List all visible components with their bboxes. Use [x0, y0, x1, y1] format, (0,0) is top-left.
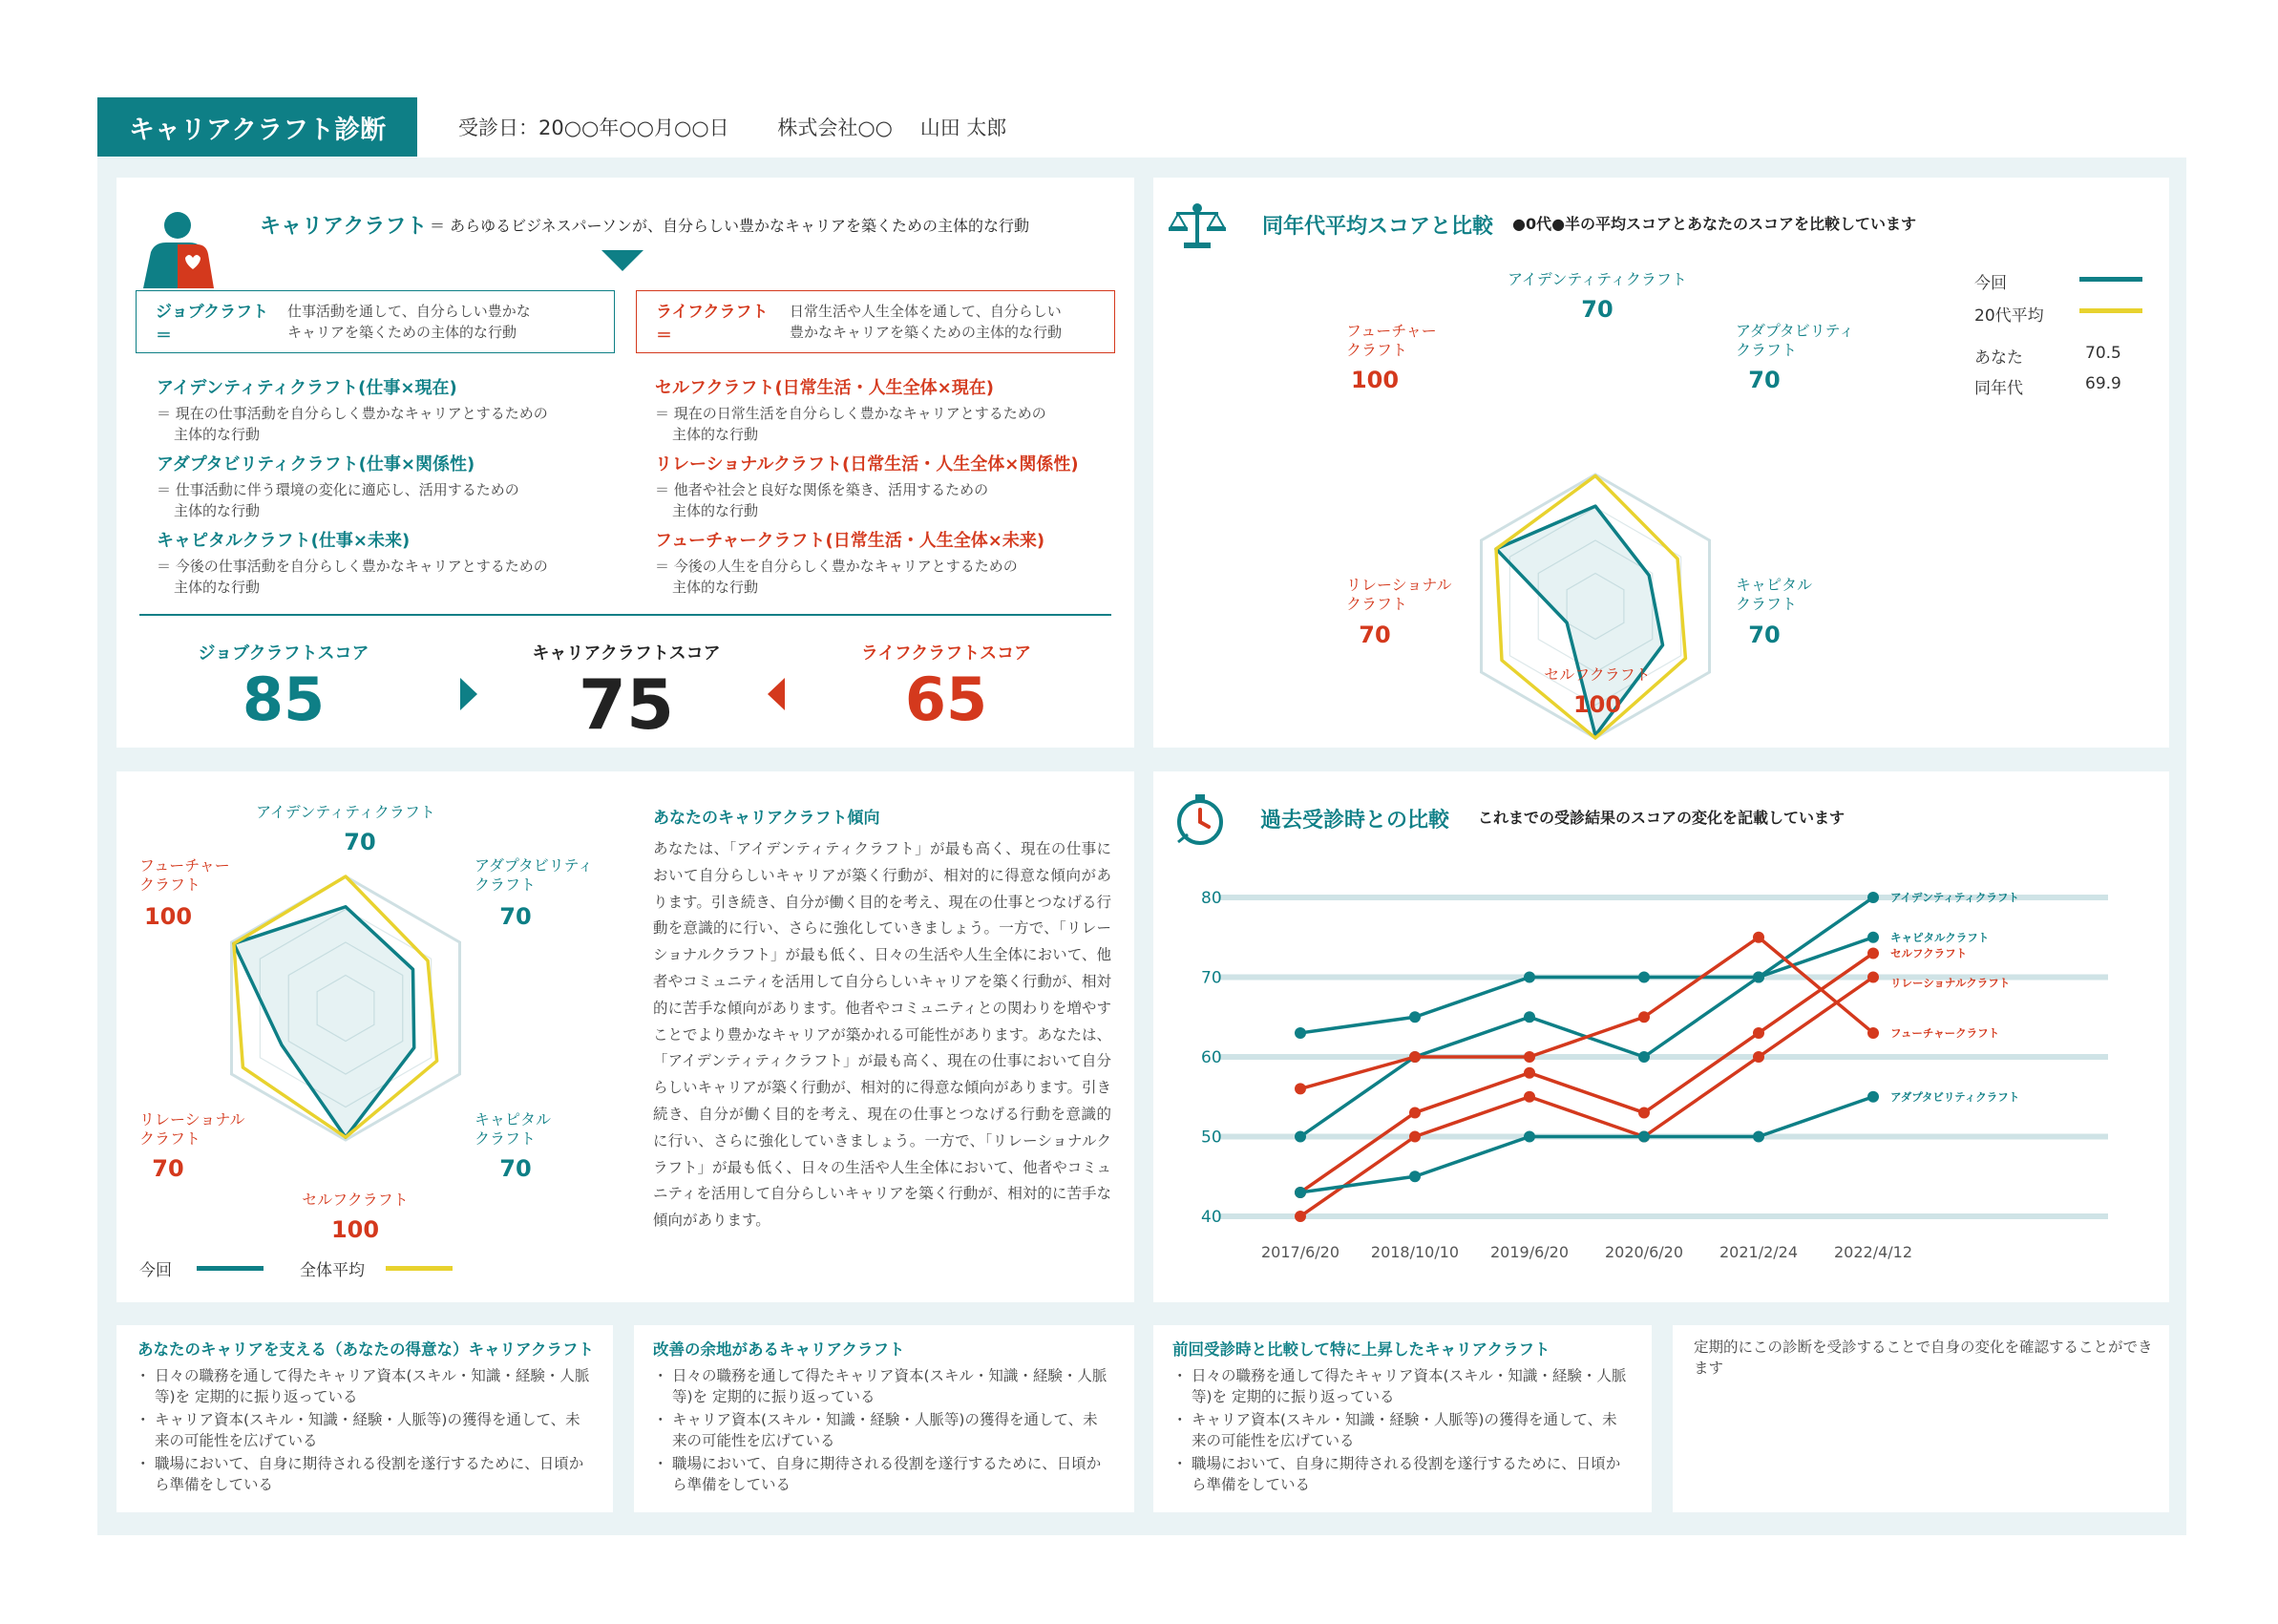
life-craft-desc [790, 301, 1062, 343]
list-item: ・ 職場において、自身に期待される役割を遂行するために、日頃から準備をしている [651, 1453, 1109, 1495]
person-heart-icon [137, 210, 223, 288]
list-item: ・ キャリア資本(スキル・知識・経験・人脈等)の獲得を通して、未来の可能性を広げている [651, 1409, 1109, 1451]
life-item-title: リレーショナルクラフト(日常生活・人生全体×関係性) [655, 454, 1079, 475]
radar-axis-label: クラフト [1736, 341, 1798, 359]
stat-you-value: 70.5 [2085, 344, 2121, 363]
job-craft-box [136, 290, 615, 353]
job-item [157, 374, 548, 451]
life-craft-label: ライフクラフト ＝ [656, 303, 769, 346]
radar-axis-label: クラフト [139, 1129, 201, 1148]
data-point [1524, 1051, 1535, 1063]
series-line [1300, 938, 1873, 1033]
legend-current-swatch [2079, 277, 2142, 282]
job-item-title: アダプタビリティクラフト(仕事×関係性) [157, 454, 475, 475]
list-item: ・ 職場において、自身に期待される役割を遂行するために、日頃から準備をしている [134, 1453, 592, 1495]
peer-compare-panel [1153, 178, 2169, 748]
radar-axis-label: アダプタビリティ [475, 856, 594, 875]
life-item-title: セルフクラフト(日常生活・人生全体×現在) [655, 378, 994, 398]
life-score-label: ライフクラフトスコア [860, 643, 1032, 664]
job-score-label: ジョブクラフトスコア [198, 643, 369, 664]
series-label: キャピタルクラフト [1890, 930, 1990, 944]
radar-axis-value: 70 [1748, 622, 1781, 648]
radar-axis-value: 70 [1748, 367, 1781, 393]
life-item-line2: 主体的な行動 [672, 502, 759, 519]
card-list [651, 1365, 1109, 1497]
radar-axis-value: 70 [499, 1155, 532, 1182]
data-point [1867, 1091, 1879, 1103]
radar-axis-label: キャピタル [1736, 576, 1813, 594]
x-tick-label: 2022/4/12 [1833, 1243, 1913, 1261]
past-compare-subtitle: これまでの受診結果のスコアの変化を記載しています [1478, 809, 1846, 827]
data-point [1867, 972, 1879, 983]
note-text: 定期的にこの診断を受診することで自身の変化を確認することができます [1694, 1339, 2153, 1377]
arrow-left-icon [768, 678, 785, 710]
job-score-value: 85 [242, 664, 326, 734]
data-point [1753, 1027, 1764, 1039]
radar-axis-label: フューチャー [1346, 322, 1437, 340]
list-item: ・ キャリア資本(スキル・知識・経験・人脈等)の獲得を通して、未来の可能性を広げている [134, 1409, 592, 1451]
data-point [1409, 1171, 1421, 1182]
job-craft-desc [287, 301, 531, 343]
card-list [134, 1365, 592, 1497]
series-label: フューチャークラフト [1890, 1025, 2000, 1040]
series-label: アイデンティティクラフト [1890, 891, 2019, 904]
card-title: あなたのキャリアを支える（あなたの得意な）キャリアクラフト [137, 1340, 595, 1359]
data-point [1409, 1051, 1421, 1063]
life-score-value: 65 [904, 664, 988, 734]
company-name: 株式会社○○ [777, 116, 894, 139]
career-score [521, 640, 731, 745]
peer-compare-radar [1153, 178, 1879, 748]
data-point [1867, 932, 1879, 943]
data-point [1524, 1011, 1535, 1023]
job-item-title: アイデンティティクラフト(仕事×現在) [157, 378, 457, 398]
data-point [1867, 947, 1879, 959]
radar-axis-label: クラフト [139, 875, 201, 894]
life-craft-list [655, 374, 1079, 603]
radar-axis-label: アイデンティティクラフト [1508, 270, 1687, 288]
radar-axis-value: 100 [1572, 691, 1622, 718]
radar-axis-label: セルフクラフト [302, 1191, 409, 1209]
list-item: ・ キャリア資本(スキル・知識・経験・人脈等)の獲得を通して、未来の可能性を広げている [1171, 1409, 1629, 1451]
series-label: リレーショナルクラフト [1890, 976, 2011, 990]
job-item-line1: ＝ 現在の仕事活動を自分らしく豊かなキャリアとするための [157, 405, 548, 422]
person-name: 山田 太郎 [919, 116, 1007, 139]
x-tick-label: 2020/6/20 [1604, 1243, 1684, 1261]
header-info [458, 113, 1048, 141]
data-point [1638, 1011, 1650, 1023]
data-point [1867, 1027, 1879, 1039]
data-point [1638, 1107, 1650, 1118]
tendency-panel [116, 771, 1134, 1302]
page-title: キャリアクラフト診断 [97, 97, 417, 157]
arrow-down-icon [601, 250, 643, 271]
data-point [1524, 1067, 1535, 1079]
data-point [1295, 1083, 1306, 1094]
career-score-value: 75 [578, 664, 675, 745]
data-point [1295, 1211, 1306, 1222]
y-tick-label: 40 [1201, 1208, 1222, 1227]
job-item-line2: 主体的な行動 [174, 502, 261, 519]
life-item-line1: ＝ 現在の日常生活を自分らしく豊かなキャリアとするための [655, 405, 1046, 422]
legend-avg-swatch [386, 1266, 453, 1271]
radar-axis-value: 70 [499, 903, 532, 930]
radar-axis-label: アイデンティティクラフト [256, 803, 435, 821]
x-tick-label: 2018/10/10 [1370, 1243, 1460, 1261]
series-line [1300, 897, 1873, 1137]
life-item-line1: ＝ 今後の人生を自分らしく豊かなキャリアとするための [655, 558, 1018, 575]
x-tick-label: 2021/2/24 [1719, 1243, 1799, 1261]
past-compare-title: 過去受診時との比較 [1260, 809, 1450, 833]
past-line-chart [1153, 771, 2169, 1302]
data-point [1524, 972, 1535, 983]
life-item-title: フューチャークラフト(日常生活・人生全体×未来) [655, 531, 1045, 551]
job-craft-desc-line1: 仕事活動を通して、自分らしい豊かな [287, 303, 531, 320]
job-item-line2: 主体的な行動 [174, 579, 261, 596]
data-point [1295, 1027, 1306, 1039]
data-point [1753, 932, 1764, 943]
data-point [1295, 1131, 1306, 1143]
y-tick-label: 60 [1201, 1048, 1222, 1067]
life-item [655, 527, 1079, 603]
data-point [1524, 1131, 1535, 1143]
career-craft-definition: ＝ あらゆるビジネスパーソンが、自分らしい豊かなキャリアを築くための主体的な行動 [430, 217, 1029, 235]
series-label: アダプタビリティクラフト [1890, 1089, 2020, 1104]
life-craft-desc-line2: 豊かなキャリアを築くための主体的な行動 [790, 324, 1063, 341]
radar-axis-label: クラフト [475, 875, 537, 894]
radar-axis-value: 70 [1359, 622, 1391, 648]
tendency-title: あなたのキャリアクラフト傾向 [653, 809, 880, 828]
arrow-right-icon [460, 678, 477, 710]
data-point [1753, 1131, 1764, 1143]
data-point [1753, 1051, 1764, 1063]
career-craft-panel [116, 178, 1134, 748]
improved-card [1153, 1325, 1652, 1512]
tendency-radar [116, 771, 651, 1302]
legend-avg-label: 全体平均 [300, 1261, 365, 1280]
job-item-line1: ＝ 仕事活動に伴う環境の変化に適応し、活用するための [157, 481, 519, 498]
card-title: 前回受診時と比較して特に上昇したキャリアクラフト [1172, 1340, 1550, 1359]
radar-axis-label: リレーショナル [139, 1110, 245, 1128]
peer-compare-title: 同年代平均スコアと比較 [1262, 215, 1494, 239]
peer-compare-subtitle: ●0代●半の平均スコアとあなたのスコアを比較しています [1512, 215, 1917, 233]
job-score [183, 640, 384, 734]
list-item: ・ 日々の職務を通して得たキャリア資本(スキル・知識・経験・人脈等)を 定期的に振り返っている [651, 1365, 1109, 1407]
radar-axis-value: 70 [344, 829, 376, 855]
job-item [157, 451, 548, 527]
radar-axis-label: フューチャー [139, 856, 230, 875]
life-item [655, 451, 1079, 527]
life-score [846, 640, 1046, 734]
radar-axis-value: 100 [143, 903, 193, 930]
radar-axis-label: セルフクラフト [1544, 665, 1651, 684]
stat-you-label: あなた [1974, 348, 2023, 368]
life-craft-desc-line1: 日常生活や人生全体を通して、自分らしい [790, 303, 1062, 320]
life-item [655, 374, 1079, 451]
y-tick-label: 80 [1201, 889, 1222, 908]
job-craft-label: ジョブクラフト ＝ [156, 303, 269, 346]
data-point [1638, 972, 1650, 983]
series-label: セルフクラフト [1890, 946, 1968, 960]
y-tick-label: 50 [1201, 1128, 1222, 1148]
data-point [1524, 1091, 1535, 1103]
y-tick-label: 70 [1201, 968, 1222, 988]
career-score-label: キャリアクラフトスコア [532, 643, 721, 664]
job-craft-desc-line2: キャリアを築くための主体的な行動 [287, 324, 517, 341]
card-list [1171, 1365, 1629, 1497]
radar-axis-value: 70 [152, 1155, 184, 1182]
radar-axis-label: クラフト [475, 1129, 537, 1148]
legend-current-label: 今回 [1974, 274, 2007, 293]
x-tick-label: 2019/6/20 [1489, 1243, 1570, 1261]
strength-card [116, 1325, 613, 1512]
data-point [1753, 972, 1764, 983]
x-tick-label: 2017/6/20 [1260, 1243, 1340, 1261]
note-card [1673, 1325, 2169, 1512]
legend-avg-label: 20代平均 [1974, 306, 2044, 326]
divider [139, 614, 1111, 616]
data-point [1295, 1187, 1306, 1198]
radar-axis-label: クラフト [1346, 341, 1408, 359]
life-craft-box [636, 290, 1115, 353]
list-item: ・ 日々の職務を通して得たキャリア資本(スキル・知識・経験・人脈等)を 定期的に振り返っている [1171, 1365, 1629, 1407]
radar-axis-value: 100 [330, 1216, 380, 1243]
card-title: 改善の余地があるキャリアクラフト [653, 1340, 905, 1359]
exam-date: 受診日：20○○年○○月○○日 [458, 116, 729, 139]
job-item-title: キャピタルクラフト(仕事×未来) [157, 531, 411, 551]
data-point [1409, 1131, 1421, 1143]
radar-axis-label: アダプタビリティ [1736, 322, 1855, 340]
data-point [1638, 1051, 1650, 1063]
legend-current-swatch [197, 1266, 264, 1271]
radar-axis-label: クラフト [1346, 595, 1408, 613]
improve-card [634, 1325, 1134, 1512]
data-point [1638, 1131, 1650, 1143]
stat-peer-value: 69.9 [2085, 374, 2121, 393]
series-line [1300, 1097, 1873, 1192]
job-item [157, 527, 548, 603]
life-item-line1: ＝ 他者や社会と良好な関係を築き、活用するための [655, 481, 989, 498]
radar-axis-value: 70 [1581, 296, 1614, 323]
data-point [1867, 892, 1879, 903]
radar-axis-label: リレーショナル [1346, 576, 1452, 594]
past-compare-panel [1153, 771, 2169, 1302]
legend-avg-swatch [2079, 308, 2142, 313]
data-point [1409, 1011, 1421, 1023]
data-point [1409, 1107, 1421, 1118]
list-item: ・ 職場において、自身に期待される役割を遂行するために、日頃から準備をしている [1171, 1453, 1629, 1495]
life-item-line2: 主体的な行動 [672, 579, 759, 596]
radar-axis-label: キャピタル [475, 1110, 552, 1128]
radar-axis-value: 100 [1350, 367, 1400, 393]
job-craft-list [157, 374, 548, 603]
life-item-line2: 主体的な行動 [672, 426, 759, 443]
career-craft-title: キャリアクラフト [260, 215, 428, 239]
tendency-text: あなたは、「アイデンティティクラフト」が最も高く、現在の仕事において自分らしいキャリアが築く行動が、相対的に得意な傾向があります。引き続き、自分が働く目的を考え、現在の仕事とつなげる行動を意識的に行い、さらに強化していきましょう。一方で、「リレーショナルクラフト」が最も低く、日々の生活や人生全体において、他者やコミュニティを活用して自分らしいキャリアを築く行動が、相対的に苦手な傾向があります。他者やコミュニティとの関わりを増やすことでより豊かなキャリアが築かれる可能性があります。あなたは、「アイデンティティクラフト」が最も高く、現在の仕事において自分らしいキャリアが築く行動が、相対的に得意な傾向があります。引き続き、自分が働く目的を考え、現在の仕事とつなげる行動を意識的に行い、さらに強化していきましょう。一方で、「リレーショナルクラフト」が最も低く、日々の生活や人生全体において、他者やコミュニティを活用して自分らしいキャリアを築く行動が、相対的に苦手な傾向があります。 [653, 840, 1111, 1230]
job-item-line2: 主体的な行動 [174, 426, 261, 443]
job-item-line1: ＝ 今後の仕事活動を自分らしく豊かなキャリアとするための [157, 558, 548, 575]
stat-peer-label: 同年代 [1974, 379, 2023, 398]
legend-current-label: 今回 [139, 1261, 172, 1280]
list-item: ・ 日々の職務を通して得たキャリア資本(スキル・知識・経験・人脈等)を 定期的に振り返っている [134, 1365, 592, 1407]
radar-axis-label: クラフト [1736, 595, 1798, 613]
